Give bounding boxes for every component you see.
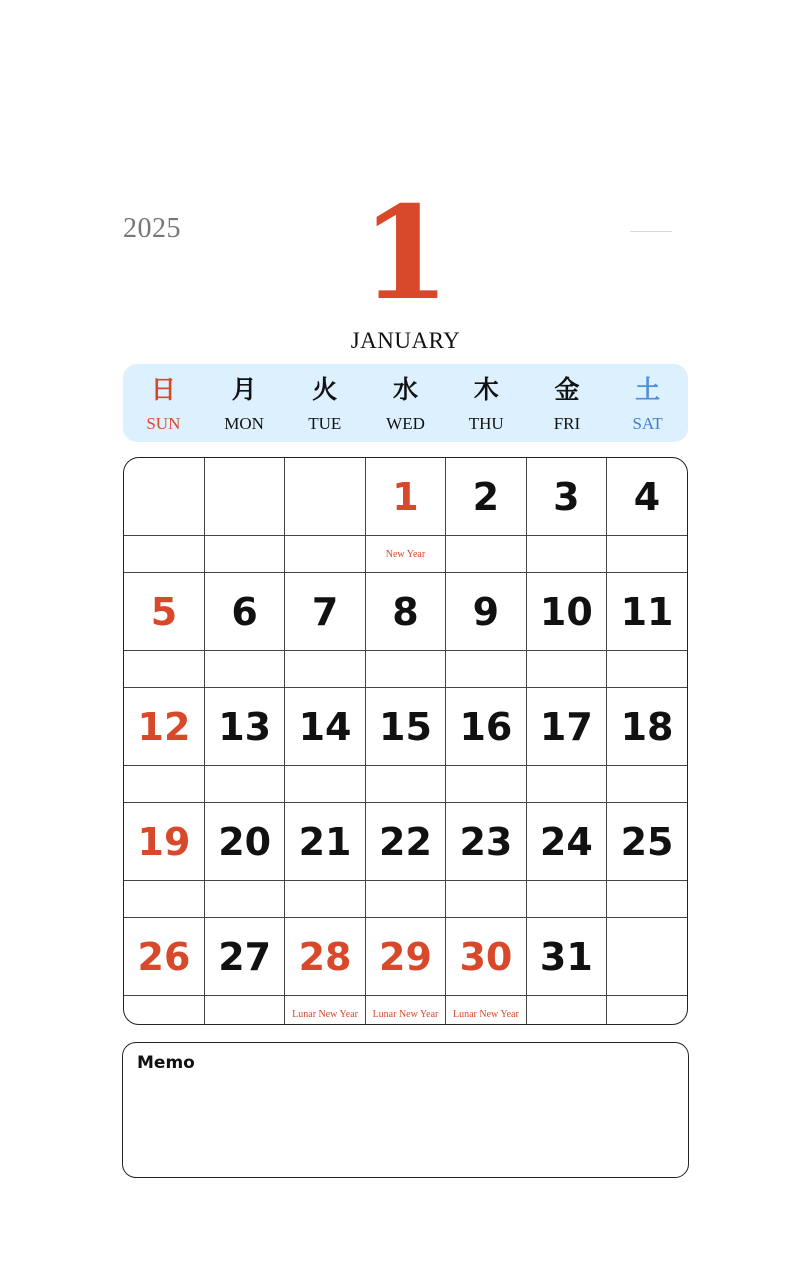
note-cell: [526, 996, 606, 1026]
day-cell[interactable]: 26: [124, 918, 204, 996]
note-cell: [285, 766, 365, 803]
day-cell[interactable]: 21: [285, 803, 365, 881]
calendar-table: [124, 458, 687, 1025]
year-label: 2025: [123, 213, 181, 244]
weekday-en: SUN: [146, 414, 181, 433]
note-cell: [204, 996, 284, 1026]
weekday-wed: [365, 364, 446, 442]
weekday-sat: [607, 364, 688, 442]
week-row: [124, 573, 687, 651]
note-row: [124, 651, 687, 688]
weekday-en: SAT: [632, 414, 663, 433]
memo-label: Memo: [137, 1053, 195, 1073]
day-cell[interactable]: [607, 918, 687, 996]
week-row: [124, 688, 687, 766]
note-row: [124, 996, 687, 1026]
note-cell: [446, 766, 526, 803]
day-cell[interactable]: 6: [204, 573, 284, 651]
day-cell[interactable]: 29: [365, 918, 445, 996]
weekday-jp: 木: [473, 375, 499, 404]
day-cell[interactable]: 12: [124, 688, 204, 766]
weekday-jp: 水: [393, 375, 419, 404]
weekday-fri: [527, 364, 608, 442]
note-cell: [365, 766, 445, 803]
day-cell[interactable]: 13: [204, 688, 284, 766]
weekday-en: MON: [224, 414, 264, 433]
day-cell[interactable]: 31: [526, 918, 606, 996]
week-row: [124, 918, 687, 996]
weekday-sun: [123, 364, 204, 442]
note-cell: [124, 536, 204, 573]
note-cell: [124, 881, 204, 918]
note-cell: [124, 766, 204, 803]
day-cell[interactable]: 25: [607, 803, 687, 881]
note-cell: [285, 651, 365, 688]
note-cell: [446, 651, 526, 688]
note-cell: [446, 536, 526, 573]
weekday-jp: 月: [231, 375, 257, 404]
day-cell[interactable]: 30: [446, 918, 526, 996]
weekday-jp: 土: [635, 375, 661, 404]
note-row: [124, 881, 687, 918]
note-cell: [607, 881, 687, 918]
day-cell[interactable]: 5: [124, 573, 204, 651]
weekday-en: WED: [386, 414, 425, 433]
note-cell: [607, 766, 687, 803]
calendar-grid: [123, 457, 688, 1025]
note-cell: Lunar New Year: [285, 996, 365, 1026]
month-name: JANUARY: [350, 328, 461, 353]
note-cell: New Year: [365, 536, 445, 573]
memo-box[interactable]: [122, 1042, 689, 1178]
day-cell[interactable]: 27: [204, 918, 284, 996]
note-cell: [526, 536, 606, 573]
day-cell[interactable]: 28: [285, 918, 365, 996]
note-cell: [607, 651, 687, 688]
note-cell: [204, 536, 284, 573]
week-row: [124, 803, 687, 881]
note-cell: [285, 536, 365, 573]
day-cell[interactable]: 24: [526, 803, 606, 881]
day-cell[interactable]: 7: [285, 573, 365, 651]
weekday-jp: 火: [312, 375, 338, 404]
day-cell[interactable]: 1: [365, 458, 445, 536]
day-cell[interactable]: 3: [526, 458, 606, 536]
note-cell: [526, 651, 606, 688]
day-cell[interactable]: 9: [446, 573, 526, 651]
weekday-en: THU: [468, 414, 504, 433]
day-cell[interactable]: 11: [607, 573, 687, 651]
day-cell[interactable]: [204, 458, 284, 536]
day-cell[interactable]: 2: [446, 458, 526, 536]
day-cell[interactable]: 10: [526, 573, 606, 651]
day-cell[interactable]: 19: [124, 803, 204, 881]
day-cell[interactable]: [285, 458, 365, 536]
month-number: 1: [360, 179, 451, 329]
day-cell[interactable]: 8: [365, 573, 445, 651]
day-cell[interactable]: 20: [204, 803, 284, 881]
day-cell[interactable]: 22: [365, 803, 445, 881]
day-cell[interactable]: 17: [526, 688, 606, 766]
week-row: [124, 458, 687, 536]
note-cell: [365, 881, 445, 918]
note-cell: [124, 651, 204, 688]
weekday-en: TUE: [308, 414, 342, 433]
note-cell: [446, 881, 526, 918]
weekday-en: FRI: [553, 414, 581, 433]
day-cell[interactable]: 4: [607, 458, 687, 536]
weekday-jp: 金: [554, 375, 580, 404]
note-cell: [526, 881, 606, 918]
note-cell: [607, 536, 687, 573]
note-cell: [607, 996, 687, 1026]
note-cell: [365, 651, 445, 688]
day-cell[interactable]: [124, 458, 204, 536]
note-cell: [204, 881, 284, 918]
weekday-thu: [446, 364, 527, 442]
day-cell[interactable]: 15: [365, 688, 445, 766]
day-cell[interactable]: 23: [446, 803, 526, 881]
note-cell: [204, 651, 284, 688]
note-cell: [204, 766, 284, 803]
note-cell: [124, 996, 204, 1026]
note-cell: Lunar New Year: [446, 996, 526, 1026]
day-cell[interactable]: 18: [607, 688, 687, 766]
day-cell[interactable]: 16: [446, 688, 526, 766]
weekday-header: [123, 364, 688, 442]
weekday-jp: 日: [150, 375, 176, 404]
note-cell: Lunar New Year: [365, 996, 445, 1026]
note-cell: [526, 766, 606, 803]
weekday-tue: [284, 364, 365, 442]
day-cell[interactable]: 14: [285, 688, 365, 766]
weekday-mon: [204, 364, 285, 442]
note-row: [124, 766, 687, 803]
note-row: [124, 536, 687, 573]
note-cell: [285, 881, 365, 918]
